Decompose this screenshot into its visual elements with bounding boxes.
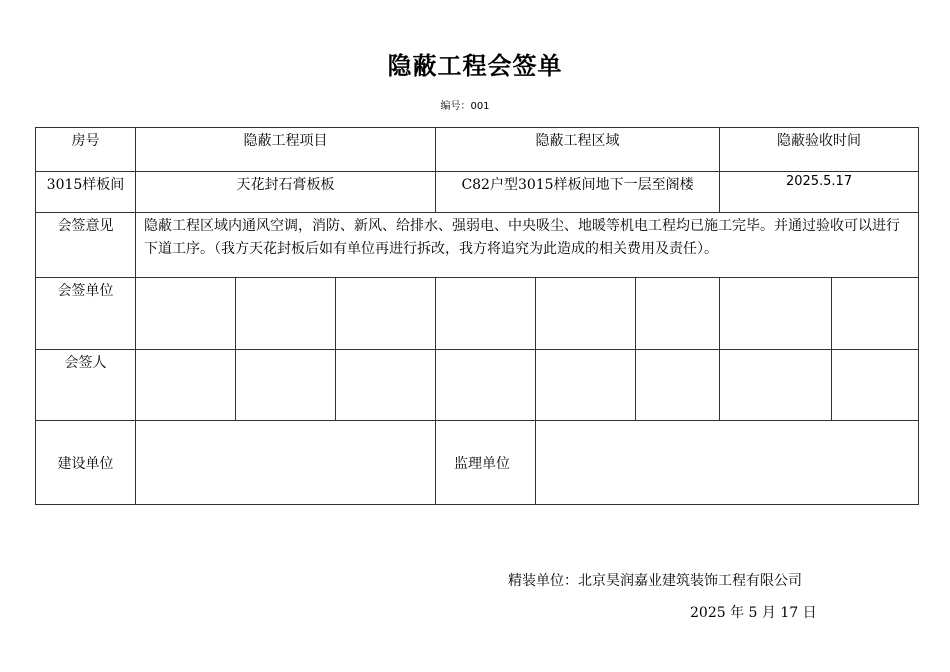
value-time: 2025.5.17 — [720, 172, 919, 213]
signing-unit-cell[interactable] — [636, 278, 720, 350]
construction-unit-cell[interactable] — [136, 421, 436, 505]
header-item: 隐蔽工程项目 — [136, 128, 436, 172]
header-time: 隐蔽验收时间 — [720, 128, 919, 172]
signing-unit-cell[interactable] — [436, 278, 536, 350]
signing-unit-cell[interactable] — [536, 278, 636, 350]
signing-unit-cell[interactable] — [832, 278, 919, 350]
supervision-unit-label: 监理单位 — [436, 421, 536, 505]
signing-unit-cell[interactable] — [336, 278, 436, 350]
opinion-row — [36, 213, 919, 278]
signer-cell[interactable] — [536, 350, 636, 421]
signing-unit-row — [36, 278, 919, 350]
signer-cell[interactable] — [236, 350, 336, 421]
value-row — [36, 172, 919, 213]
signer-cell[interactable] — [832, 350, 919, 421]
value-item: 天花封石膏板板 — [136, 172, 436, 213]
footer-company: 精装单位：北京昊润嘉业建筑装饰工程有限公司 — [508, 573, 802, 589]
approval-row — [36, 421, 919, 505]
document-number: 编号：001 — [440, 101, 490, 112]
footer-date: 2025 年 5 月 17 日 — [690, 605, 817, 621]
construction-unit-label: 建设单位 — [36, 421, 136, 505]
value-room: 3015样板间 — [36, 172, 136, 213]
signer-cell[interactable] — [336, 350, 436, 421]
header-row — [36, 128, 919, 172]
signer-cell[interactable] — [720, 350, 832, 421]
signing-unit-cell[interactable] — [720, 278, 832, 350]
signoff-table — [35, 127, 919, 505]
opinion-text: 隐蔽工程区域内通风空调，消防、新风、给排水、强弱电、中央吸尘、地暖等机电工程均已施工完毕。并通过验收可以进行下道工序。（我方天花封板后如有单位再进行拆改，我方将追究为此造成的相关费用及责任）。 — [136, 213, 919, 278]
signer-cell[interactable] — [636, 350, 720, 421]
signer-row — [36, 350, 919, 421]
signer-cell[interactable] — [136, 350, 236, 421]
signing-unit-cell[interactable] — [236, 278, 336, 350]
value-area: C82户型3015样板间地下一层至阁楼 — [436, 172, 720, 213]
signing-unit-cell[interactable] — [136, 278, 236, 350]
supervision-unit-cell[interactable] — [536, 421, 919, 505]
document-title: 隐蔽工程会签单 — [387, 52, 563, 80]
signer-cell[interactable] — [436, 350, 536, 421]
opinion-label: 会签意见 — [36, 213, 136, 278]
header-room: 房号 — [36, 128, 136, 172]
signing-unit-label: 会签单位 — [36, 278, 136, 350]
header-area: 隐蔽工程区域 — [436, 128, 720, 172]
signer-label: 会签人 — [36, 350, 136, 421]
